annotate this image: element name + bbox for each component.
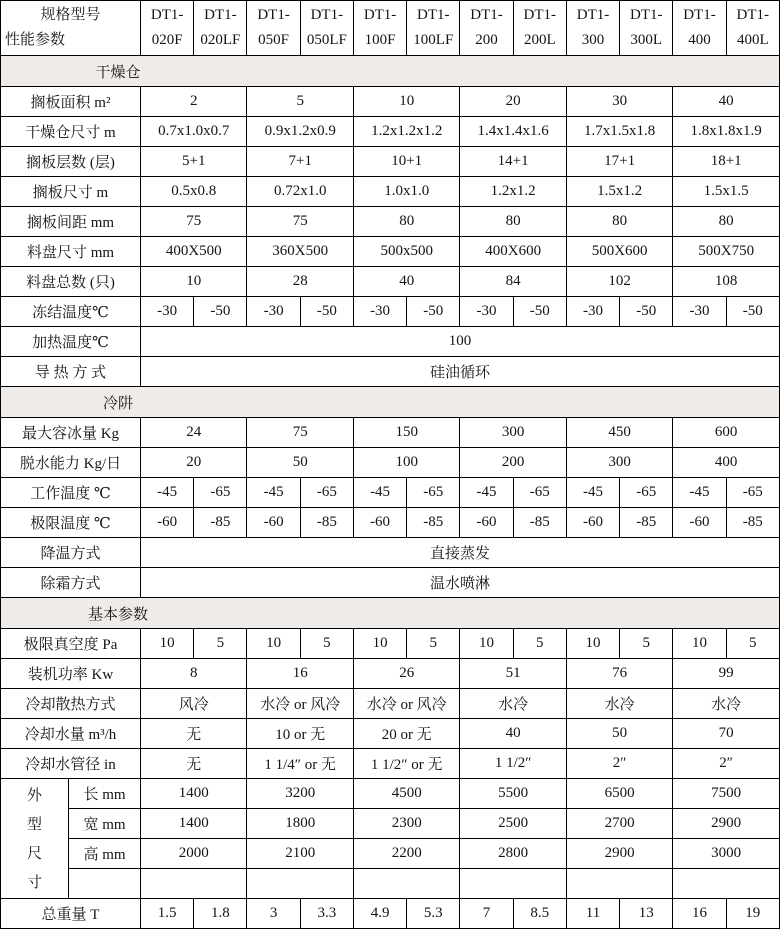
cell: 2100 [247,839,353,869]
cell: 2900 [673,809,780,839]
table-row [1,689,780,719]
cell: 1.0x1.0 [353,177,459,207]
model-code: 100F [364,32,396,48]
cell [460,869,566,899]
model-header-cell [247,1,300,56]
cell: -60 [141,508,194,538]
cell: 84 [460,267,566,297]
cell: 8 [141,659,247,689]
cell [247,869,353,899]
model-header-cell [194,1,247,56]
model-code: 100LF [413,32,454,48]
model-code: 400L [736,32,769,48]
cell: -30 [141,297,194,327]
model-prefix: DT1- [576,7,610,23]
cell: 3 [247,899,300,929]
cell: 20 [460,87,566,117]
cell: -30 [673,297,726,327]
header-corner-bottom: 性能参数 [5,32,66,48]
cell: 0.5x0.8 [141,177,247,207]
cell: 500X750 [673,237,780,267]
model-code: 200L [523,32,556,48]
cell: 75 [247,418,353,448]
cell: -30 [353,297,406,327]
model-header-cell [300,1,353,56]
cell: -45 [673,478,726,508]
cell: 3000 [673,839,780,869]
cell: 水冷 or 风冷 [353,689,459,719]
cell: 5 [726,629,779,659]
cell: 2000 [141,839,247,869]
cell: 400 [673,448,780,478]
cell: 2700 [566,809,672,839]
model-prefix: DT1- [470,7,503,23]
row-label: 冷却散热方式 [1,689,141,719]
cell: 1800 [247,809,353,839]
cell: 30 [566,87,672,117]
cell: 4500 [353,779,459,809]
cell: 0.9x1.2x0.9 [247,117,353,147]
table-row [1,267,780,297]
cell: 1400 [141,809,247,839]
row-label: 降温方式 [1,538,141,568]
table-row [1,117,780,147]
model-header-cell [460,1,513,56]
table-row [1,297,780,327]
cell: 40 [460,719,566,749]
model-prefix: DT1- [736,7,770,23]
cell: -45 [353,478,406,508]
section-header-cell [1,387,780,418]
cell: 10 or 无 [247,719,353,749]
cell: 风冷 [141,689,247,719]
cell: 14+1 [460,147,566,177]
cell: -45 [460,478,513,508]
model-header-cell [673,1,726,56]
cell: 2 [141,87,247,117]
cell: -50 [300,297,353,327]
table-row [1,869,780,899]
cell: 直接蒸发 [141,538,780,568]
section-header-cell [1,56,780,87]
model-prefix: DT1- [629,7,663,23]
cell: 360X500 [247,237,353,267]
model-prefix: DT1- [310,7,344,23]
cell: 1.7x1.5x1.8 [566,117,672,147]
row-label: 搁板间距 mm [1,207,141,237]
table-row [1,538,780,568]
cell: 2″ [566,749,672,779]
cell: 5.3 [407,899,460,929]
cell: 5500 [460,779,566,809]
dims-group-chars [3,782,66,896]
cell: 80 [460,207,566,237]
cell: 3.3 [300,899,353,929]
cell: 100 [353,448,459,478]
cell: 75 [247,207,353,237]
model-header-cell [353,1,406,56]
model-prefix: DT1- [683,7,716,23]
cell: 10 [673,629,726,659]
header-corner-top: 规格型号 [40,7,101,23]
model-header-cell [513,1,566,56]
model-prefix: DT1- [204,7,237,23]
row-label: 料盘总数 (只) [1,267,141,297]
table-row [1,327,780,357]
cell: 2500 [460,809,566,839]
cell: 2800 [460,839,566,869]
dims-sub-label: 长 mm [69,779,141,809]
table-row [1,207,780,237]
cell: 1.8 [194,899,247,929]
cell: 7500 [673,779,780,809]
table-row [1,508,780,538]
cell: 76 [566,659,672,689]
cell: 20 [141,448,247,478]
cell: 108 [673,267,780,297]
dims-sub-label: 高 mm [69,839,141,869]
cell: -60 [460,508,513,538]
cell: 水冷 [673,689,780,719]
dims-group-label [1,779,69,899]
cell: 1400 [141,779,247,809]
row-label: 工作温度 ℃ [1,478,141,508]
row-label: 搁板尺寸 m [1,177,141,207]
cell: 1.8x1.8x1.9 [673,117,780,147]
row-label: 导 热 方 式 [1,357,141,387]
table-row [1,87,780,117]
model-code: 300 [581,32,605,48]
model-code: 020LF [200,32,241,48]
cell: 28 [247,267,353,297]
cell: 0.7x1.0x0.7 [141,117,247,147]
cell: -30 [460,297,513,327]
cell: -45 [566,478,619,508]
cell: -65 [194,478,247,508]
cell: 10 [460,629,513,659]
cell: 5 [513,629,566,659]
cell: 80 [673,207,780,237]
cell: 10 [353,629,406,659]
cell: 18+1 [673,147,780,177]
cell [673,869,780,899]
cell: 13 [620,899,673,929]
cell: 51 [460,659,566,689]
table-row [1,839,780,869]
cell: 5 [407,629,460,659]
cell: 0.72x1.0 [247,177,353,207]
cell: -50 [513,297,566,327]
cell: 26 [353,659,459,689]
cell: -50 [620,297,673,327]
cell [141,869,247,899]
cell: 1.2x1.2 [460,177,566,207]
cell: 无 [141,719,247,749]
cell: 50 [566,719,672,749]
cell: 16 [673,899,726,929]
cell: 7 [460,899,513,929]
cell: 70 [673,719,780,749]
cell: 400X500 [141,237,247,267]
dims-group-char: 尺 [26,845,42,862]
cell: -65 [726,478,779,508]
cell: 硅油循环 [141,357,780,387]
cell: 50 [247,448,353,478]
cell: 5 [194,629,247,659]
cell: 102 [566,267,672,297]
model-header-cell [141,1,194,56]
dims-sub-label [69,869,141,899]
spec-table-body [1,1,780,929]
cell: -85 [513,508,566,538]
dims-group-char: 寸 [26,874,42,891]
cell: 5 [620,629,673,659]
section-label: 干燥仓 [95,64,141,81]
table-row [1,478,780,508]
cell: -85 [300,508,353,538]
cell: 1.5x1.2 [566,177,672,207]
model-code: 300L [630,32,663,48]
row-label: 最大容冰量 Kg [1,418,141,448]
cell: 5+1 [141,147,247,177]
cell: 80 [353,207,459,237]
cell: 450 [566,418,672,448]
row-label: 搁板面积 m² [1,87,141,117]
cell: 2″ [673,749,780,779]
cell: 1.2x1.2x1.2 [353,117,459,147]
row-label: 冷却水管径 in [1,749,141,779]
cell: -60 [566,508,619,538]
cell: -30 [247,297,300,327]
table-row [1,749,780,779]
cell: -45 [247,478,300,508]
cell: 500X600 [566,237,672,267]
cell: -65 [407,478,460,508]
section-header-cell [1,598,780,629]
model-code: 050F [258,32,290,48]
cell [566,869,672,899]
cell: 2300 [353,809,459,839]
cell: 水冷 [460,689,566,719]
table-row [1,899,780,929]
table-row [1,418,780,448]
cell: 600 [673,418,780,448]
table-row [1,177,780,207]
row-label: 搁板层数 (层) [1,147,141,177]
cell: 1 1/4″ or 无 [247,749,353,779]
cell: -65 [620,478,673,508]
cell: -60 [247,508,300,538]
cell: 无 [141,749,247,779]
cell: 100 [141,327,780,357]
model-code: 050LF [306,32,347,48]
cell: 99 [673,659,780,689]
cell: 19 [726,899,779,929]
cell: 20 or 无 [353,719,459,749]
cell: 1.5x1.5 [673,177,780,207]
cell: 10 [566,629,619,659]
cell: 1 1/2″ or 无 [353,749,459,779]
cell: -85 [407,508,460,538]
table-row [1,779,780,809]
table-row [1,659,780,689]
section-row [1,387,780,418]
cell: 水冷 or 风冷 [247,689,353,719]
cell: 5 [247,87,353,117]
cell: 1.4x1.4x1.6 [460,117,566,147]
model-code: 020F [151,32,183,48]
cell: 10+1 [353,147,459,177]
cell: 16 [247,659,353,689]
section-label: 基本参数 [87,606,148,623]
cell: 10 [141,267,247,297]
cell: 80 [566,207,672,237]
section-row [1,56,780,87]
cell: 8.5 [513,899,566,929]
table-row [1,357,780,387]
model-prefix: DT1- [523,7,557,23]
model-prefix: DT1- [150,7,184,23]
cell: 4.9 [353,899,406,929]
table-row [1,568,780,598]
cell: 10 [353,87,459,117]
cell: 75 [141,207,247,237]
dims-group-char: 外 [26,787,42,804]
cell: -85 [194,508,247,538]
header-row [1,1,780,56]
cell: 7+1 [247,147,353,177]
cell: -85 [726,508,779,538]
cell: 40 [673,87,780,117]
row-label: 料盘尺寸 mm [1,237,141,267]
row-label: 冻结温度℃ [1,297,141,327]
cell: -60 [673,508,726,538]
table-row [1,809,780,839]
row-label: 总重量 T [1,899,141,929]
cell: 300 [460,418,566,448]
table-row [1,237,780,267]
cell: 2900 [566,839,672,869]
row-label: 除霜方式 [1,568,141,598]
cell: 200 [460,448,566,478]
cell: 11 [566,899,619,929]
row-label: 装机功率 Kw [1,659,141,689]
cell: 150 [353,418,459,448]
cell: 10 [247,629,300,659]
cell: 6500 [566,779,672,809]
dims-sub-label: 宽 mm [69,809,141,839]
cell: -50 [726,297,779,327]
row-label: 极限真空度 Pa [1,629,141,659]
cell: 1 1/2″ [460,749,566,779]
table-row [1,448,780,478]
section-label: 冷阱 [102,395,133,412]
row-label: 脱水能力 Kg/日 [1,448,141,478]
cell: -65 [300,478,353,508]
cell: 300 [566,448,672,478]
cell: 40 [353,267,459,297]
cell: -85 [620,508,673,538]
model-code: 400 [688,32,711,48]
row-label: 极限温度 ℃ [1,508,141,538]
cell: 1.5 [141,899,194,929]
row-label: 加热温度℃ [1,327,141,357]
cell: -50 [194,297,247,327]
model-prefix: DT1- [257,7,290,23]
model-header-cell [566,1,619,56]
cell: 2200 [353,839,459,869]
model-header-cell [407,1,460,56]
cell: 500x500 [353,237,459,267]
cell: 水冷 [566,689,672,719]
table-row [1,629,780,659]
model-prefix: DT1- [417,7,450,23]
section-row [1,598,780,629]
row-label: 冷却水量 m³/h [1,719,141,749]
model-code: 200 [475,32,498,48]
table-row [1,719,780,749]
header-corner-cell [1,1,141,56]
model-header-cell [620,1,673,56]
cell [353,869,459,899]
model-header-cell [726,1,779,56]
dims-group-char: 型 [26,816,42,833]
row-label: 干燥仓尺寸 m [1,117,141,147]
cell: 温水喷淋 [141,568,780,598]
cell: 400X600 [460,237,566,267]
cell: 5 [300,629,353,659]
cell: -60 [353,508,406,538]
table-row [1,147,780,177]
cell: -45 [141,478,194,508]
cell: 24 [141,418,247,448]
cell: -50 [407,297,460,327]
cell: 17+1 [566,147,672,177]
cell: 10 [141,629,194,659]
cell: -65 [513,478,566,508]
cell: 3200 [247,779,353,809]
cell: -30 [566,297,619,327]
model-prefix: DT1- [363,7,397,23]
